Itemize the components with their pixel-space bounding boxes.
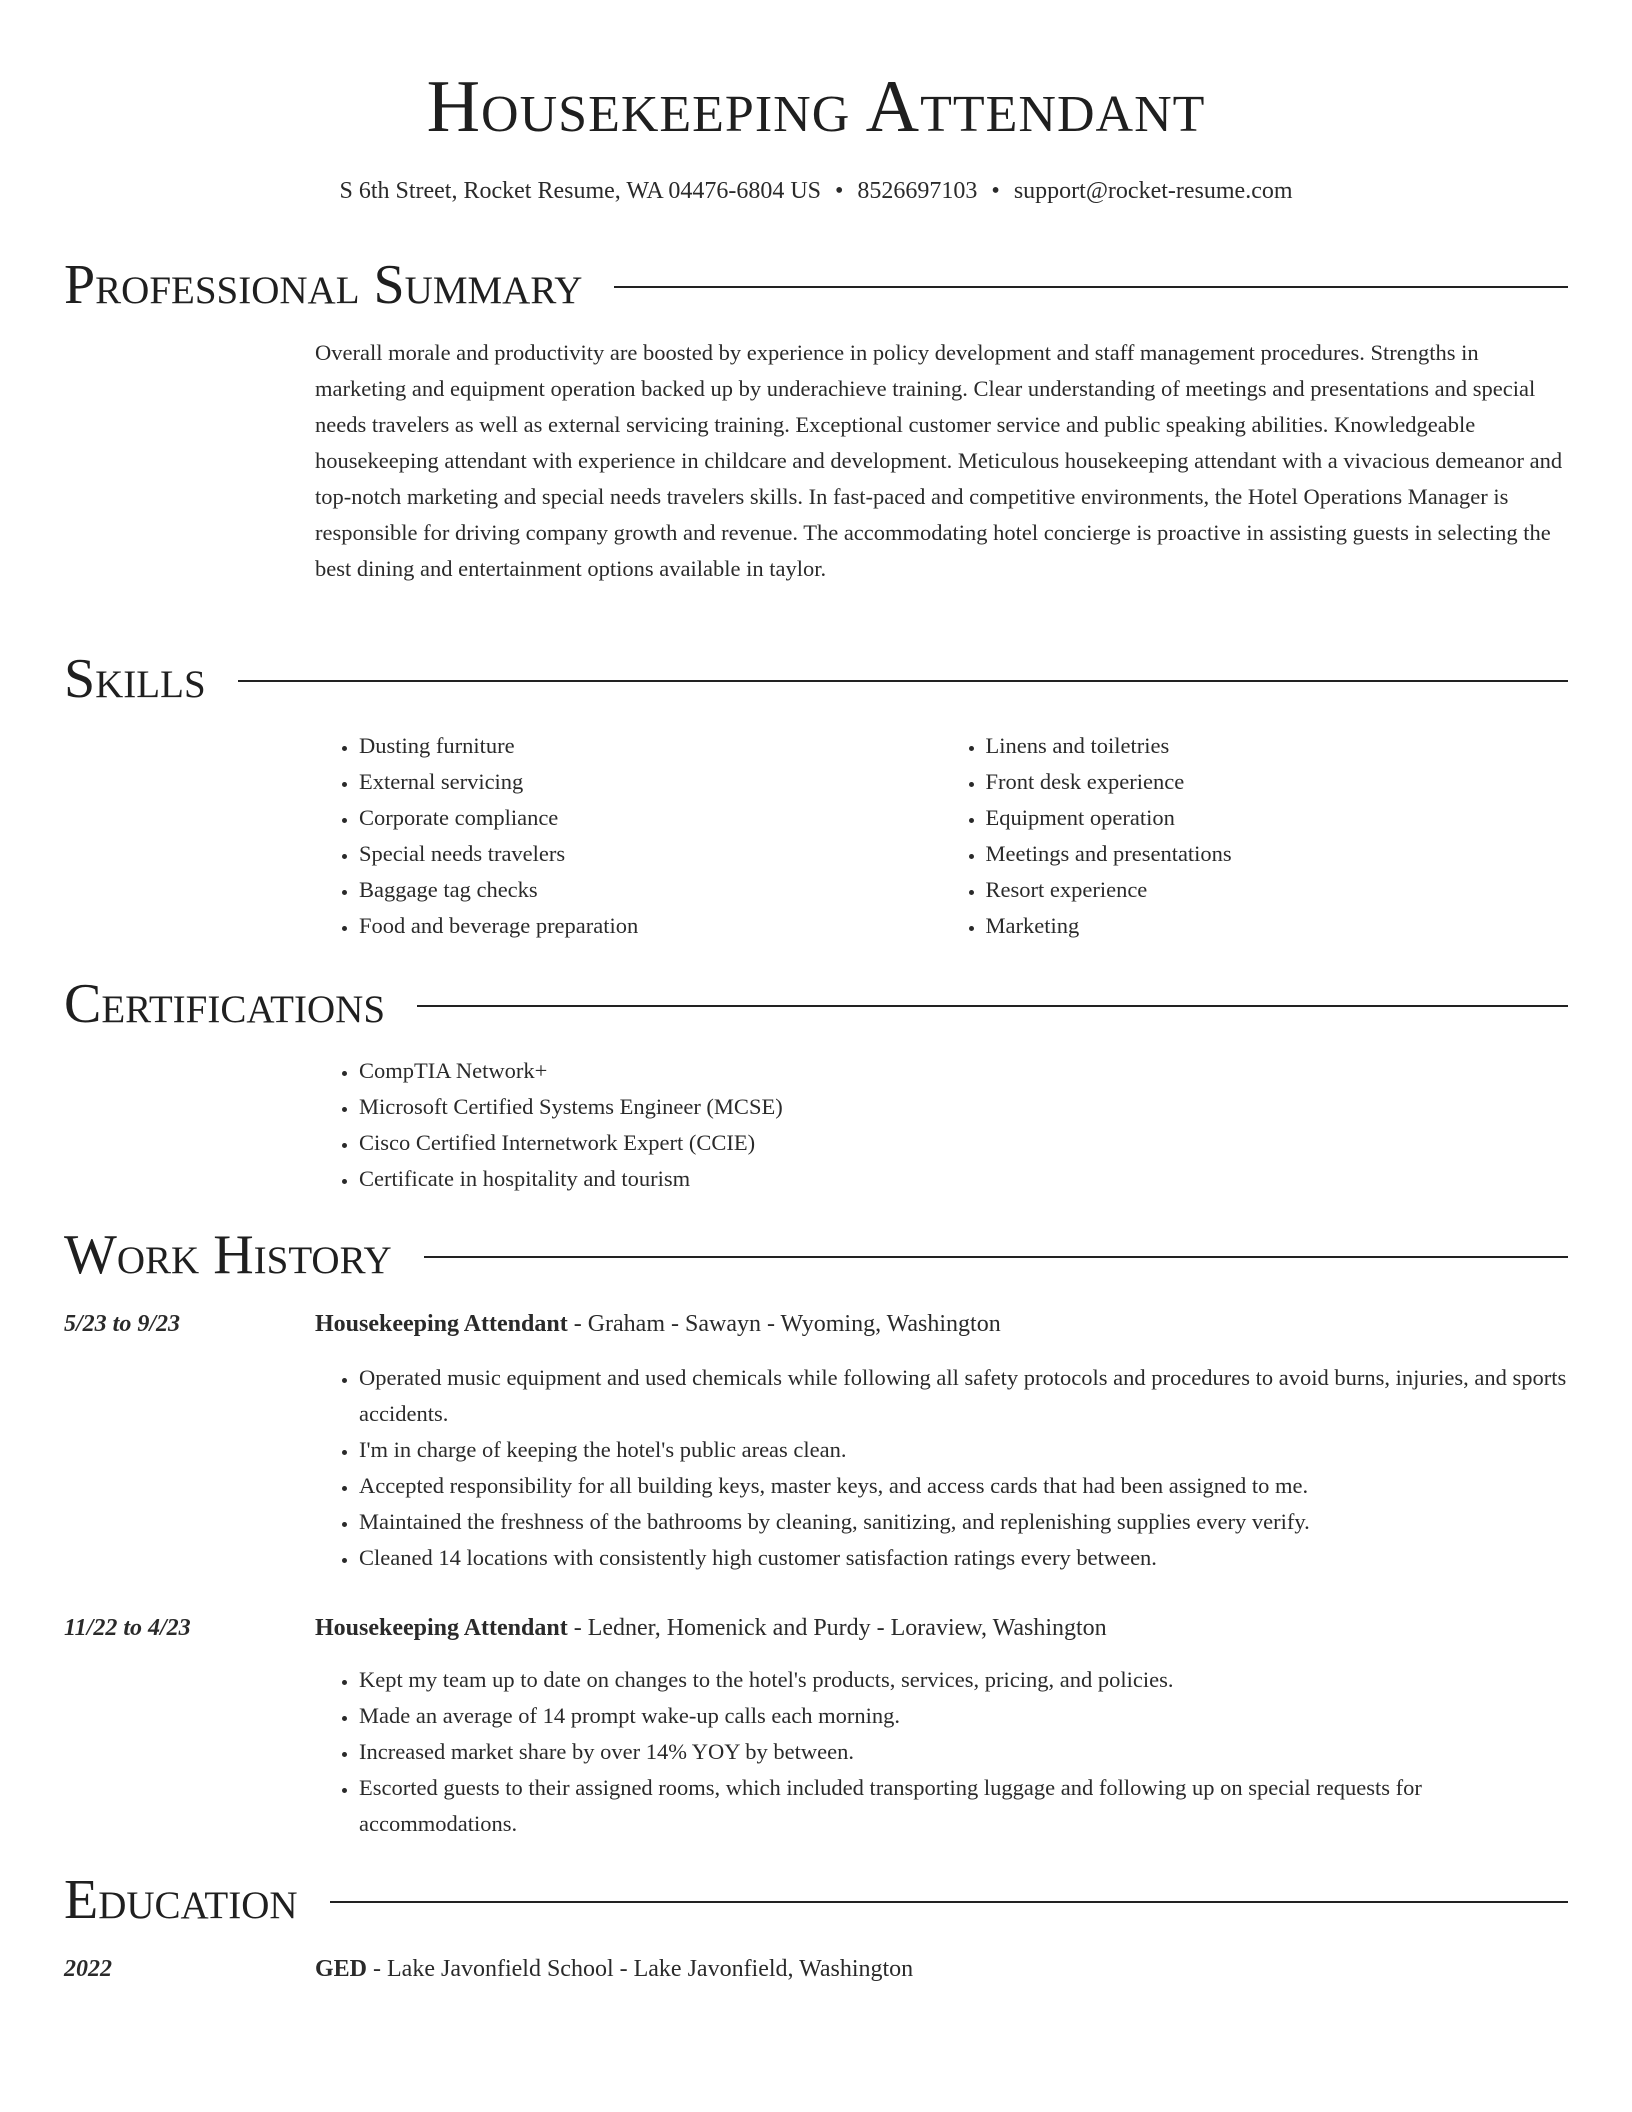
section-divider <box>424 1256 1568 1258</box>
contact-separator: • <box>835 178 844 204</box>
skill-item: • Meetings and presentations <box>986 836 1569 872</box>
job-employer: - Graham - Sawayn - Wyoming, Washington <box>567 1311 1001 1337</box>
contact-email: support@rocket-resume.com <box>1013 178 1293 204</box>
summary-section-header <box>64 253 1568 317</box>
skill-item: • Food and beverage preparation <box>359 908 942 944</box>
job-bullet: • Cleaned 14 locations with consistently high customer satisfaction ratings every between. <box>359 1540 1568 1576</box>
job-bullet: • Escorted guests to their assigned rooms, which included transporting luggage and following up on special requests for accommodations. <box>359 1770 1568 1842</box>
section-divider <box>238 680 1568 682</box>
job-date: 11/22 to 4/23 <box>64 1615 191 1641</box>
job-bullet: • Kept my team up to date on changes to the hotel's products, services, pricing, and policies. <box>359 1662 1568 1698</box>
section-divider <box>330 1901 1568 1903</box>
skill-item: • Resort experience <box>986 872 1569 908</box>
contact-address: S 6th Street, Rocket Resume, WA 04476-6804 US <box>339 178 822 204</box>
certifications-section-header <box>64 972 1568 1036</box>
job-bullet: • Increased market share by over 14% YOY by between. <box>359 1734 1568 1770</box>
certification-item: • Cisco Certified Internetwork Expert (CCIE) <box>359 1125 1568 1161</box>
job-date: 5/23 to 9/23 <box>64 1311 181 1337</box>
job-bullet: • Maintained the freshness of the bathrooms by cleaning, sanitizing, and replenishing supplies every verify. <box>359 1504 1568 1540</box>
job-bullet: • Accepted responsibility for all building keys, master keys, and access cards that had been assigned to me. <box>359 1468 1568 1504</box>
education-section-header <box>64 1868 1568 1932</box>
certification-item: • CompTIA Network+ <box>359 1053 1568 1089</box>
summary-heading: Professional Summary <box>64 254 583 316</box>
candidate-name: Housekeeping Attendant <box>426 66 1206 148</box>
skill-item: • Equipment operation <box>986 800 1569 836</box>
education-degree: GED <box>315 1956 368 1982</box>
skill-item: • Dusting furniture <box>359 728 942 764</box>
skills-column-left <box>315 728 942 944</box>
skill-item: • External servicing <box>359 764 942 800</box>
section-divider <box>417 1005 1568 1007</box>
job-bullets <box>315 1360 1568 1576</box>
education-line <box>315 1951 1568 1987</box>
skills-column-right <box>942 728 1569 944</box>
certifications-heading: Certifications <box>64 973 386 1035</box>
job-bullet: • Operated music equipment and used chemicals while following all safety protocols and procedures to avoid burns, injuries, and sports accidents. <box>359 1360 1568 1432</box>
job-title: Housekeeping Attendant <box>315 1311 568 1337</box>
skills-heading: Skills <box>64 648 206 710</box>
contact-phone: 8526697103 <box>857 178 978 204</box>
contact-separator: • <box>991 178 1000 204</box>
skills-list <box>315 728 1568 944</box>
job-bullets <box>315 1662 1568 1842</box>
education-year: 2022 <box>64 1956 112 1982</box>
work-section-header <box>64 1223 1568 1287</box>
certification-item: • Certificate in hospitality and tourism <box>359 1161 1568 1197</box>
education-heading: Education <box>64 1869 298 1931</box>
certifications-list <box>315 1053 1568 1197</box>
skill-item: • Marketing <box>986 908 1569 944</box>
skill-item: • Baggage tag checks <box>359 872 942 908</box>
certification-item: • Microsoft Certified Systems Engineer (MCSE) <box>359 1089 1568 1125</box>
section-divider <box>614 286 1568 288</box>
skill-item: • Front desk experience <box>986 764 1569 800</box>
education-school: - Lake Javonfield School - Lake Javonfield, Washington <box>367 1956 914 1982</box>
job-employer: - Ledner, Homenick and Purdy - Loraview, Washington <box>567 1615 1107 1641</box>
job-entry <box>315 1306 1568 1576</box>
summary-text: Overall morale and productivity are boosted by experience in policy development and staff management procedures. Strengths in marketing and equipment operation backed up by underachieve training. Clear understanding of meetings and presentations and special needs travelers as well as external servicing training. Exceptional customer service and public speaking abilities. Knowledgeable housekeeping attendant with experience in childcare and development. Meticulous housekeeping attendant with a vivacious demeanor and top-notch marketing and special needs travelers skills. In fast-paced and competitive environments, the Hotel Operations Manager is responsible for driving company growth and revenue. The accommodating hotel concierge is proactive in assisting guests in selecting the best dining and entertainment options available in taylor. <box>315 340 1563 581</box>
job-title-line <box>315 1306 1568 1342</box>
job-entry <box>315 1610 1568 1842</box>
job-bullet: • Made an average of 14 prompt wake-up calls each morning. <box>359 1698 1568 1734</box>
job-title: Housekeeping Attendant <box>315 1615 568 1641</box>
contact-line <box>64 174 1568 208</box>
education-entry <box>315 1951 1568 1987</box>
skill-item: • Linens and toiletries <box>986 728 1569 764</box>
skills-section-header <box>64 647 1568 711</box>
skill-item: • Corporate compliance <box>359 800 942 836</box>
job-bullet: • I'm in charge of keeping the hotel's public areas clean. <box>359 1432 1568 1468</box>
work-heading: Work History <box>64 1224 392 1286</box>
skill-item: • Special needs travelers <box>359 836 942 872</box>
job-title-line <box>315 1610 1568 1646</box>
